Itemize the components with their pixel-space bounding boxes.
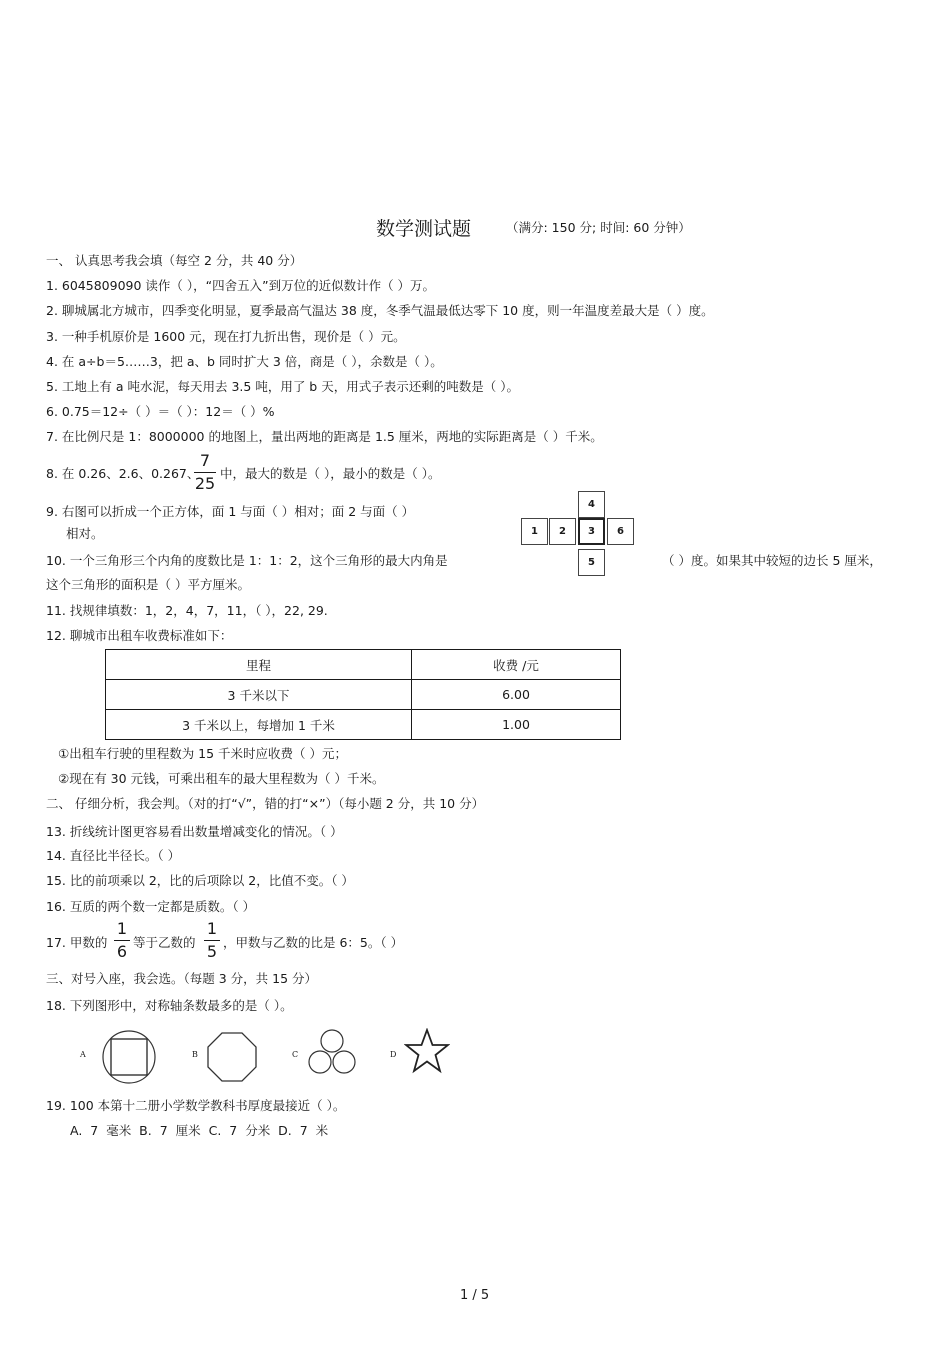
taxi-fare-table — [105, 649, 621, 740]
cube-face-3: 3 — [578, 518, 605, 545]
question-18: 18. 下列图形中，对称轴条数最多的是（ ）。 — [46, 998, 293, 1013]
fraction-1-6 — [114, 920, 130, 961]
question-19-options: A. 7 毫米 B. 7 厘米 C. 7 分米 D. 7 米 — [70, 1123, 329, 1138]
question-10-mid: （ ）度。如果其中较短的边长 5 厘米， — [662, 553, 882, 568]
table-header-fare: 收费 /元 — [412, 650, 621, 680]
cube-face-6: 6 — [607, 518, 634, 545]
question-9: 9. 右图可以折成一个正方体，面 1 与面（ ）相对；面 2 与面（ ） — [46, 504, 415, 519]
question-5: 5. 工地上有 a 吨水泥，每天用去 3.5 吨，用了 b 天，用式子表示还剩的吨数是（ ）。 — [46, 379, 519, 394]
fraction-numerator: 7 — [199, 451, 211, 470]
question-8-prefix: 8. 在 0.26、2.6、0.267、 — [46, 466, 200, 481]
three-circles-figure — [306, 1027, 358, 1077]
fraction-bar — [194, 472, 216, 473]
table-cell: 3 千米以下 — [106, 680, 412, 710]
table-row — [106, 710, 621, 740]
fraction-numerator: 1 — [206, 919, 218, 938]
table-cell: 6.00 — [412, 680, 621, 710]
octagon-figure — [206, 1031, 258, 1083]
table-cell: 1.00 — [412, 710, 621, 740]
exam-info: （满分: 150 分; 时间: 60 分钟） — [506, 220, 691, 235]
fraction-1-5 — [204, 920, 220, 961]
section-3-heading: 三、对号入座，我会选。（每题 3 分，共 15 分） — [46, 971, 318, 986]
fraction-7-25 — [194, 452, 216, 493]
question-15: 15. 比的前项乘以 2，比的后项除以 2，比值不变。（ ） — [46, 873, 354, 888]
table-cell: 3 千米以上，每增加 1 千米 — [106, 710, 412, 740]
fraction-denominator: 5 — [206, 942, 218, 961]
question-4: 4. 在 a÷b＝5……3，把 a、b 同时扩大 3 倍，商是（ ），余数是（ ）。 — [46, 354, 443, 369]
question-12: 12. 聊城市出租车收费标准如下： — [46, 628, 233, 643]
question-17-suffix: ，甲数与乙数的比是 6：5。（ ） — [223, 935, 404, 950]
question-12-part-2: ②现在有 30 元钱，可乘出租车的最大里程数为（ ）千米。 — [58, 771, 385, 786]
table-header-row — [106, 650, 621, 680]
page-title: 数学测试题 — [376, 218, 472, 240]
fraction-bar — [114, 940, 130, 941]
cube-face-4: 4 — [578, 491, 605, 518]
option-a-label: A — [80, 1050, 86, 1059]
question-11: 11. 找规律填数：1，2，4，7，11，（ ），22, 29. — [46, 603, 328, 618]
fraction-denominator: 6 — [116, 942, 128, 961]
fraction-bar — [204, 940, 220, 941]
question-12-part-1: ①出租车行驶的里程数为 15 千米时应收费（ ）元； — [58, 746, 348, 761]
star-icon — [404, 1028, 450, 1074]
question-17-prefix: 17. 甲数的 — [46, 935, 108, 950]
question-9-cont: 相对。 — [66, 526, 104, 541]
question-16: 16. 互质的两个数一定都是质数。（ ） — [46, 899, 256, 914]
question-19: 19. 100 本第十二册小学数学教科书厚度最接近（ ）。 — [46, 1098, 346, 1113]
question-2: 2. 聊城属北方城市，四季变化明显，夏季最高气温达 38 度，冬季气温最低达零下 10 度，则一年温度差最大是（ ）度。 — [46, 303, 714, 318]
question-10: 10. 一个三角形三个内角的度数比是 1：1：2，这个三角形的最大内角是 — [46, 553, 448, 568]
question-3: 3. 一种手机原价是 1600 元，现在打九折出售，现价是（ ）元。 — [46, 329, 406, 344]
fraction-numerator: 1 — [116, 919, 128, 938]
section-2-heading: 二、 仔细分析，我会判。（对的打“√”，错的打“×”）（每小题 2 分，共 10 分） — [46, 796, 485, 811]
circle-square-figure — [98, 1029, 160, 1085]
cube-face-2: 2 — [549, 518, 576, 545]
cube-face-1: 1 — [521, 518, 548, 545]
cube-face-5: 5 — [578, 549, 605, 576]
question-13: 13. 折线统计图更容易看出数量增减变化的情况。（ ） — [46, 824, 343, 839]
question-17-middle: 等于乙数的 — [133, 935, 196, 950]
fraction-denominator: 25 — [194, 474, 216, 493]
option-d-label: D — [390, 1050, 397, 1059]
option-c-label: C — [292, 1050, 299, 1059]
table-header-distance: 里程 — [106, 650, 412, 680]
section-1-heading: 一、 认真思考我会填（每空 2 分，共 40 分） — [46, 253, 303, 268]
question-10-cont: 这个三角形的面积是（ ）平方厘米。 — [46, 577, 250, 592]
table-row — [106, 680, 621, 710]
page-number: 1 / 5 — [460, 1288, 490, 1303]
question-14: 14. 直径比半径长。（ ） — [46, 848, 181, 863]
question-1: 1. 6045809090 读作（ ），“四舍五入”到万位的近似数计作（ ）万。 — [46, 278, 436, 293]
question-6: 6. 0.75＝12÷（ ）＝（ ）：12＝（ ）% — [46, 404, 275, 419]
question-8-suffix: 中，最大的数是（ ），最小的数是（ ）。 — [220, 466, 441, 481]
option-b-label: B — [192, 1050, 198, 1059]
question-7: 7. 在比例尺是 1：8000000 的地图上，量出两地的距离是 1.5 厘米，两地的实际距离是（ ）千米。 — [46, 429, 603, 444]
